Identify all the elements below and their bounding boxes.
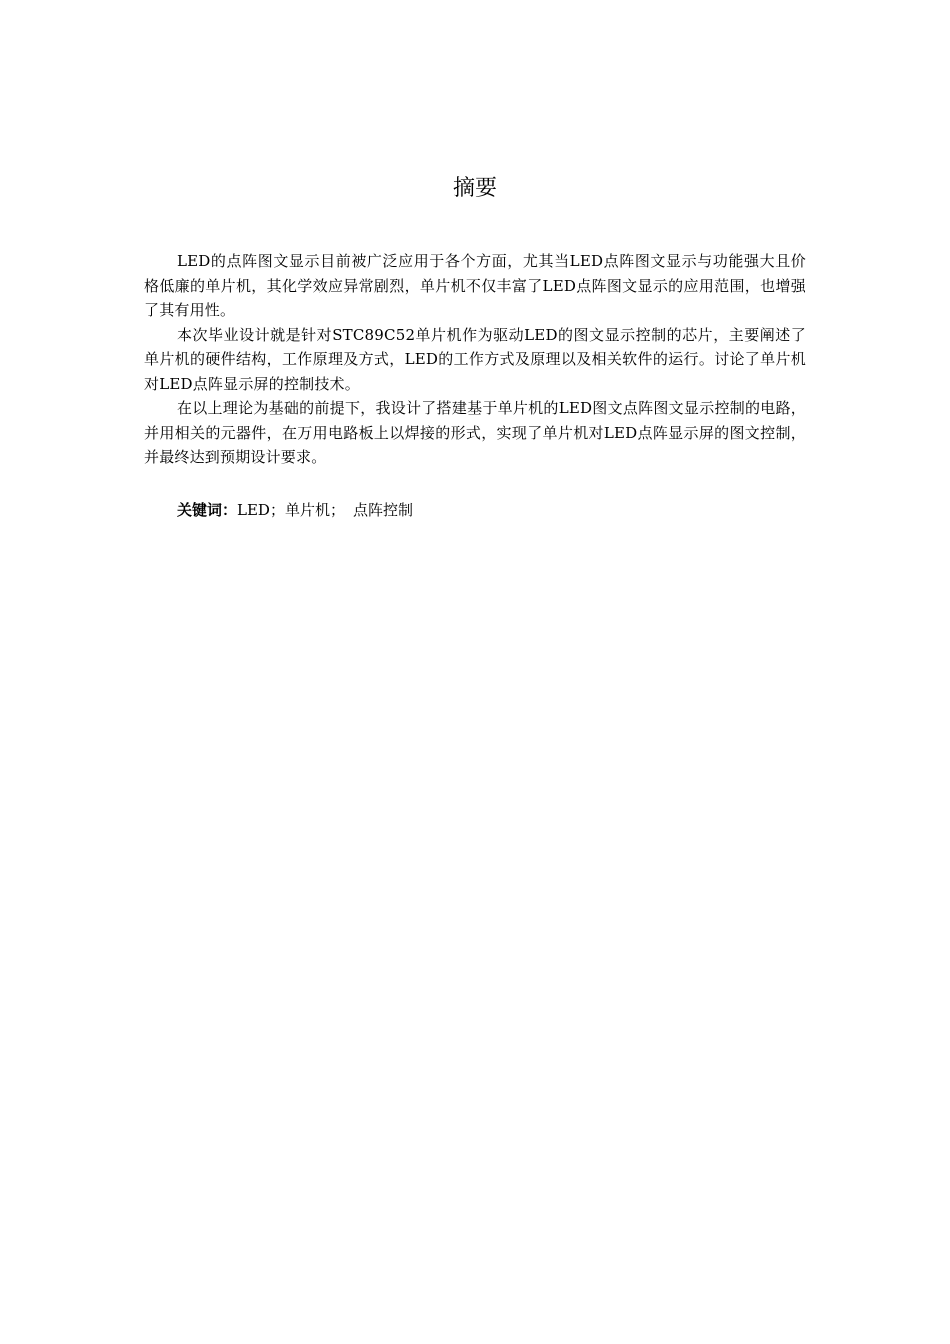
- keywords-label: 关键词：: [177, 501, 238, 519]
- keyword-led: LED；: [237, 501, 285, 519]
- keyword-mcu: 单片机；: [284, 501, 345, 519]
- abstract-paragraph-1: LED的点阵图文显示目前被广泛应用于各个方面，尤其当LED点阵图文显示与功能强大且价格低廉的单片机，其化学效应异常剧烈，单片机不仅丰富了LED点阵图文显示的应用范围，也增强了其有用性。: [144, 252, 806, 319]
- abstract-title: 摘要: [452, 176, 497, 201]
- abstract-paragraph-2: 本次毕业设计就是针对STC89C52单片机作为驱动LED的图文显示控制的芯片，主要阐述了单片机的硬件结构，工作原理及方式，LED的工作方式及原理以及相关软件的运行。讨论了单片机对LED点阵显示屏的控制技术。: [144, 325, 806, 393]
- keywords-line: [177, 498, 797, 522]
- keyword-dot-matrix-control: 点阵控制: [352, 501, 413, 519]
- abstract-paragraph-3: 在以上理论为基础的前提下，我设计了搭建基于单片机的LED图文点阵图文显示控制的电路，并用相关的元器件，在万用电路板上以焊接的形式，实现了单片机对LED点阵显示屏的图文控制，并最终达到预期设计要求。: [144, 399, 806, 466]
- abstract-body: [144, 249, 806, 470]
